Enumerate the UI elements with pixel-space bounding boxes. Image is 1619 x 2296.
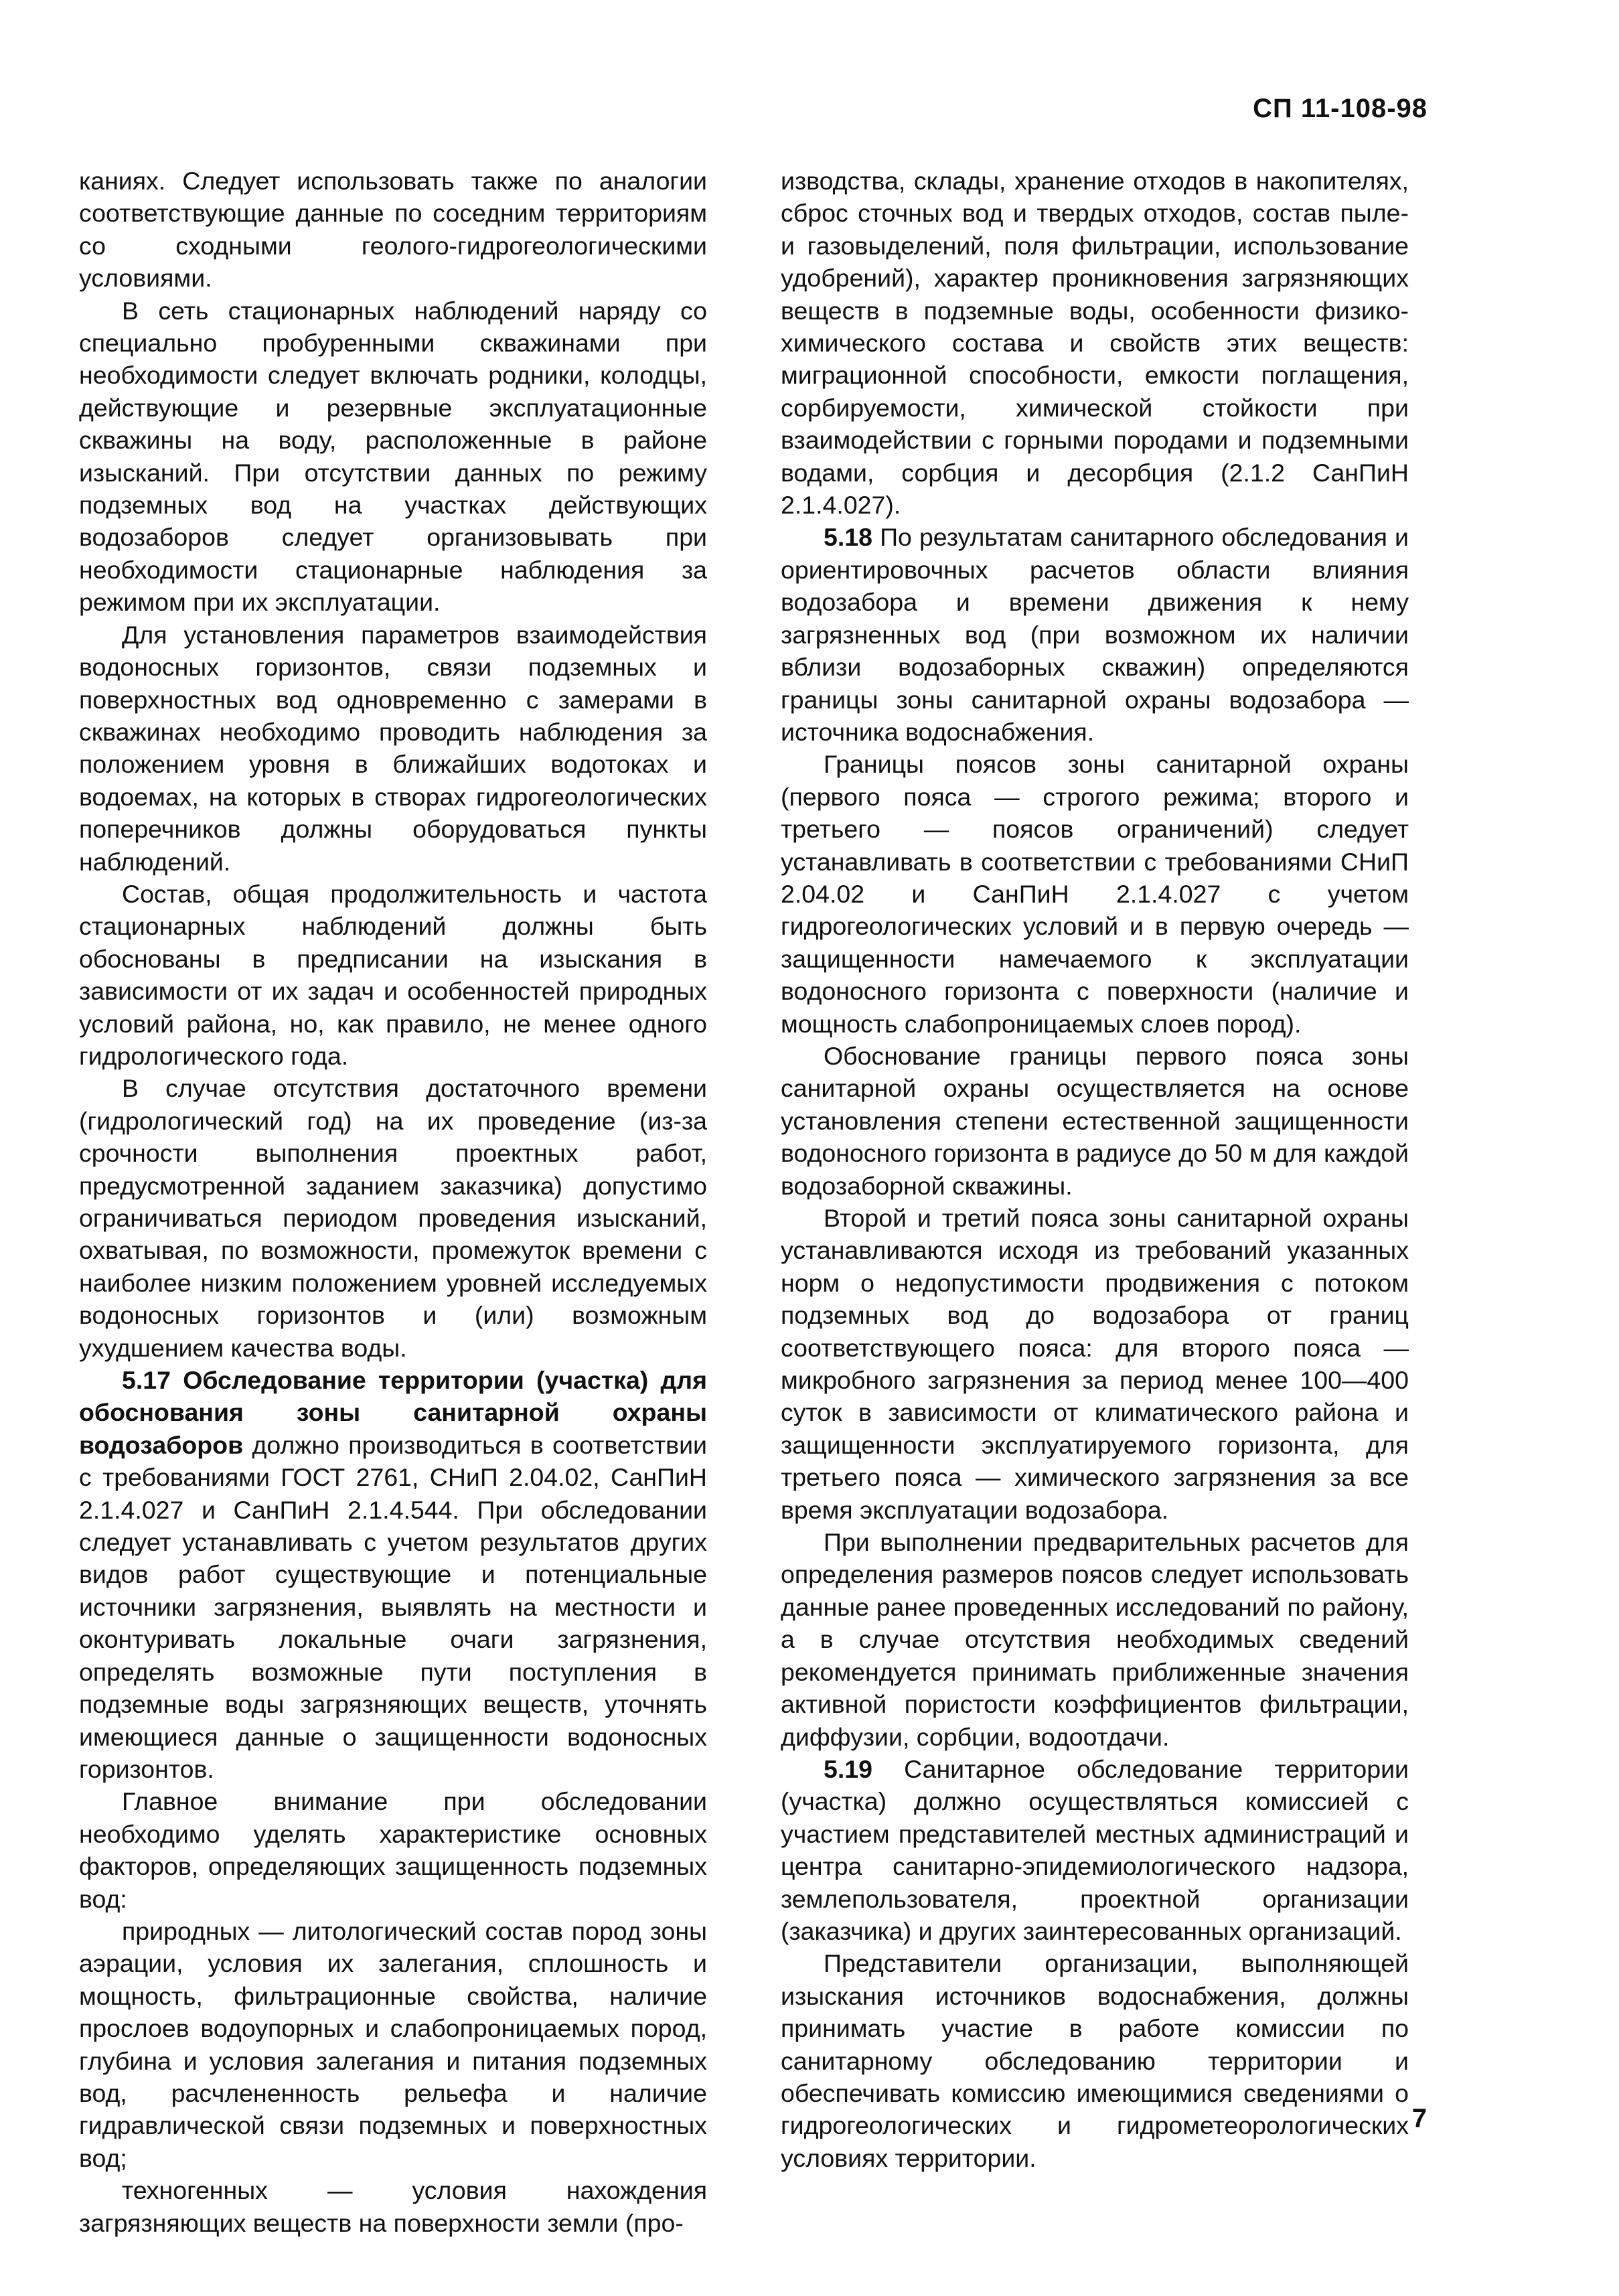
section-text: должно производиться в соответствии с требованиями ГОСТ 2761, СНиП 2.04.02, СанПиН 2.1.4.027 и СанПиН 2.1.4.544. При обследовании следует устанавливать с учетом результатов других видов работ существующие и потенциальные источники загрязнения, выявлять на местности и оконтуривать локальные очаги загрязнения, определять возможные пути поступления в подземные воды загрязняющих веществ, уточнять имеющиеся данные о защищенности водоносных горизонтов.: [79, 1430, 707, 1783]
paragraph: Обоснование границы первого пояса зоны санитарной охраны осуществляется на основе установления степени естественной защищенности водоносного горизонта в радиусе до 50 м для каждой водозаборной скважины.: [781, 1041, 1409, 1200]
right-column: [781, 165, 1409, 2174]
section-heading: Обследование территории (участка) для обоснования зоны санитарной охраны водозаборов: [79, 1366, 707, 1459]
paragraph: Второй и третий пояса зоны санитарной охраны устанавливаются исходя из требований указанных норм о недопустимости продвижения с потоком подземных вод до водозабора от границ соответствующего пояса: для второго пояса — микробного загрязнения за период менее 100—400 суток в зависимости от климатического района и защищенности эксплуатируемого горизонта, для третьего пояса — химического загрязнения за все время эксплуатации водозабора.: [781, 1204, 1409, 1524]
paragraph: Представители организации, выполняющей изыскания источников водоснабжения, должны принимать участие в работе комиссии по санитарному обследованию территории и обеспечивать комиссию имеющимися сведениями о гидрогеологических и гидрометеорологических условиях территории.: [781, 1949, 1409, 2172]
document-code: СП 11-108-98: [1253, 94, 1428, 123]
paragraph: природных — литологический состав пород зоны аэрации, условия их залегания, сплошность и мощность, фильтрационные свойства, наличие прослоев водоупорных и слабопроницаемых пород, глубина и условия залегания и питания подземных вод, расчлененность рельефа и наличие гидравлической связи подземных и поверхностных вод;: [79, 1916, 707, 2172]
paragraph: Для установления параметров взаимодействия водоносных горизонтов, связи подземных и поверхностных вод одновременно с замерами в скважинах необходимо проводить наблюдения за положением уровня в ближайших водотоках и водоемах, на которых в створах гидрогеологических поперечников должны оборудоваться пункты наблюдений.: [79, 620, 707, 876]
paragraph: изводства, склады, хранение отходов в накопителях, сброс сточных вод и твердых отходов, состав пыле- и газовыделений, поля фильтрации, использование удобрений), характер проникновения загрязняющих веществ в подземные воды, особенности физико-химического состава и свойств этих веществ: миграционной способности, емкости поглащения, сорбируемости, химической стойкости при взаимодействии с горными породами и подземными водами, сорбция и десорбция (2.1.2 СанПиН 2.1.4.027).: [781, 167, 1409, 520]
paragraph: каниях. Следует использовать также по аналогии соответствующие данные по соседним территориям со сходными геолого-гидрогеологическими условиями.: [79, 167, 707, 293]
paragraph: Главное внимание при обследовании необходимо уделять характеристике основных факторов, определяющих защищенность подземных вод:: [79, 1787, 707, 1913]
paragraph: Границы поясов зоны санитарной охраны (первого пояса — строгого режима; второго и третьего — поясов ограничений) следует устанавливать в соответствии с требованиями СНиП 2.04.02 и СанПиН 2.1.4.027 с учетом гидрогеологических условий и в первую очередь — защищенности намечаемого к эксплуатации водоносного горизонта с поверхности (наличие и мощность слабопроницаемых слоев пород).: [781, 750, 1409, 1038]
section-text: По результатам санитарного обследования и ориентировочных расчетов области влияния водозабора и времени движения к нему загрязненных вод (при возможном их наличии вблизи водозаборных скважин) определяются границы зоны санитарной охраны водозабора — источника водоснабжения.: [781, 523, 1409, 746]
section-5-19: [781, 1753, 1409, 1947]
paragraph: В сеть стационарных наблюдений наряду со специально пробуренными скважинами при необходимости следует включать родники, колодцы, действующие и резервные эксплуатационные скважины на воду, расположенные в районе изысканий. При отсутствии данных по режиму подземных вод на участках действующих водозаборов следует организовывать при необходимости стационарные наблюдения за режимом при их эксплуатации.: [79, 296, 707, 617]
left-column: [79, 165, 707, 2239]
paragraph: техногенных — условия нахождения загрязняющих веществ на поверхности земли (про-: [79, 2176, 707, 2237]
section-text: Санитарное обследование территории (участка) должно осуществляться комиссией с участием представителей местных администраций и центра санитарно-эпидемиологического надзора, землепользователя, проектной организации (заказчика) и других заинтересованных организаций.: [781, 1754, 1409, 1945]
paragraph: При выполнении предварительных расчетов для определения размеров поясов следует использовать данные ранее проведенных исследований по району, а в случае отсутствия необходимых сведений рекомендуется принимать приближенные значения активной пористости коэффициентов фильтрации, диффузии, сорбции, водоотдачи.: [781, 1528, 1409, 1751]
section-number: 5.19: [824, 1754, 872, 1783]
section-number: 5.18: [824, 523, 872, 552]
section-5-18: [781, 521, 1409, 748]
section-number: 5.17: [122, 1366, 171, 1395]
page-number: 7: [1411, 2104, 1427, 2133]
paragraph: Состав, общая продолжительность и частота стационарных наблюдений должны быть обоснованы в предписании на изыскания в зависимости от их задач и особенностей природных условий района, но, как правило, не менее одного гидрологического года.: [79, 879, 707, 1070]
section-5-17: [79, 1364, 707, 1785]
paragraph: В случае отсутствия достаточного времени (гидрологический год) на их проведение (из-за срочности выполнения проектных работ, предусмотренной заданием заказчика) допустимо ограничиваться периодом проведения изысканий, охватывая, по возможности, промежуток времени с наиболее низким положением уровней исследуемых водоносных горизонтов и (или) возможным ухудшением качества воды.: [79, 1074, 707, 1362]
